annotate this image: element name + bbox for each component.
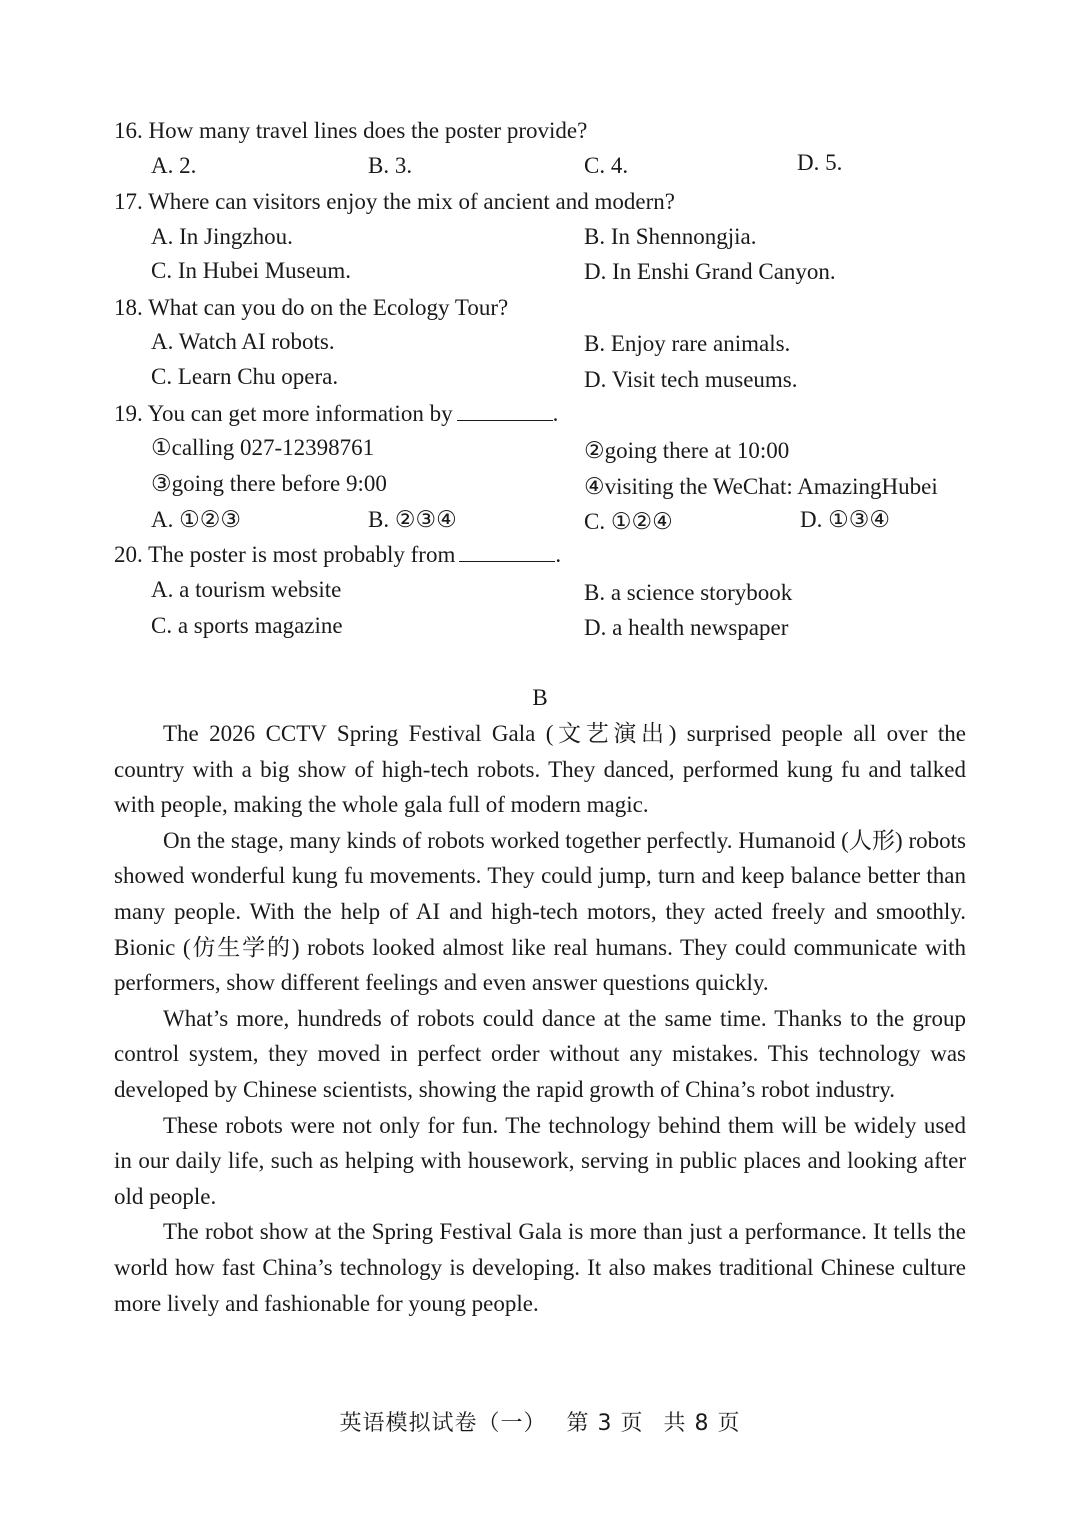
question-18-option-c: C. Learn Chu opera. (151, 364, 339, 389)
question-17-option-c: C. In Hubei Museum. (151, 258, 351, 283)
question-20-stem (114, 541, 561, 569)
question-19-stem (114, 400, 558, 428)
question-19-choice-1: ①calling 027-12398761 (151, 435, 375, 460)
question-19-choice-2: ②going there at 10:00 (584, 438, 790, 463)
footer-page-number: 第 3 页 (566, 1411, 644, 1436)
question-17-option-b: B. In Shennongjia. (584, 224, 757, 249)
question-16-option-a: A. 2. (151, 153, 197, 178)
passage-paragraph-4: These robots were not only for fun. The technology behind them will be widely used in our daily life, such as helping with housework, serving in public places and looking after old people. (114, 1112, 966, 1209)
section-title: B (532, 685, 548, 710)
question-16-option-b: B. 3. (368, 153, 413, 178)
passage-paragraph-5: The robot show at the Spring Festival Gala is more than just a performance. It tells the world how fast China’s technology is developing. It also makes traditional Chinese culture more lively and fashionable for young people. (114, 1219, 966, 1316)
question-20-option-b: B. a science storybook (584, 580, 793, 605)
question-17-stem: 17. Where can visitors enjoy the mix of ancient and modern? (114, 189, 675, 214)
question-20-option-d: D. a health newspaper (584, 615, 789, 640)
question-20-stem-text: 20. The poster is most probably from (114, 542, 456, 567)
footer-total-pages: 共 8 页 (663, 1411, 741, 1436)
question-19-option-a: A. ①②③ (151, 507, 241, 532)
question-19-option-c: C. ①②④ (584, 509, 673, 534)
question-18-stem: 18. What can you do on the Ecology Tour? (114, 295, 509, 320)
blank-period: . (552, 401, 559, 426)
question-19-choice-4: ④visiting the WeChat: AmazingHubei (584, 474, 938, 499)
answer-blank (457, 402, 553, 421)
question-18-option-a: A. Watch AI robots. (151, 329, 335, 354)
page-footer (0, 1410, 1080, 1438)
passage-paragraph-3: What’s more, hundreds of robots could dance at the same time. Thanks to the group control system, they moved in perfect order without any mistakes. This technology was developed by Chinese scientists, showing the rapid growth of China’s robot industry. (114, 1005, 966, 1102)
question-20-option-a: A. a tourism website (151, 577, 342, 602)
question-16-stem: 16. How many travel lines does the poster provide? (114, 118, 588, 143)
question-17-option-d: D. In Enshi Grand Canyon. (584, 259, 836, 284)
question-20-option-c: C. a sports magazine (151, 613, 343, 638)
question-16-option-d: D. 5. (797, 150, 843, 175)
question-19-option-d: D. ①③④ (800, 507, 890, 532)
footer-exam-title: 英语模拟试卷（一） (339, 1411, 547, 1436)
passage-paragraph-1: The 2026 CCTV Spring Festival Gala (文艺演出) surprised people all over the country with a big show of high-tech robots. They danced, performed kung fu and talked with people, making the whole gala full of modern magic. (114, 721, 966, 818)
question-19-stem-text: 19. You can get more information by (114, 401, 453, 426)
question-19-choice-3: ③going there before 9:00 (151, 471, 387, 496)
blank-period: . (555, 542, 562, 567)
reading-passage (114, 716, 966, 1321)
question-18-option-d: D. Visit tech museums. (584, 367, 798, 392)
question-17-option-a: A. In Jingzhou. (151, 224, 293, 249)
question-19-option-b: B. ②③④ (368, 507, 457, 532)
answer-blank (459, 543, 555, 562)
question-16-option-c: C. 4. (584, 153, 629, 178)
passage-paragraph-2: On the stage, many kinds of robots worked together perfectly. Humanoid (人形) robots showed wonderful kung fu movements. They could jump, turn and keep balance better than many people. With the help of AI and high-tech motors, they acted freely and smoothly. Bionic (仿生学的) robots looked almost like real humans. They could communicate with performers, show different feelings and even answer questions quickly. (114, 827, 966, 996)
question-18-option-b: B. Enjoy rare animals. (584, 331, 791, 356)
